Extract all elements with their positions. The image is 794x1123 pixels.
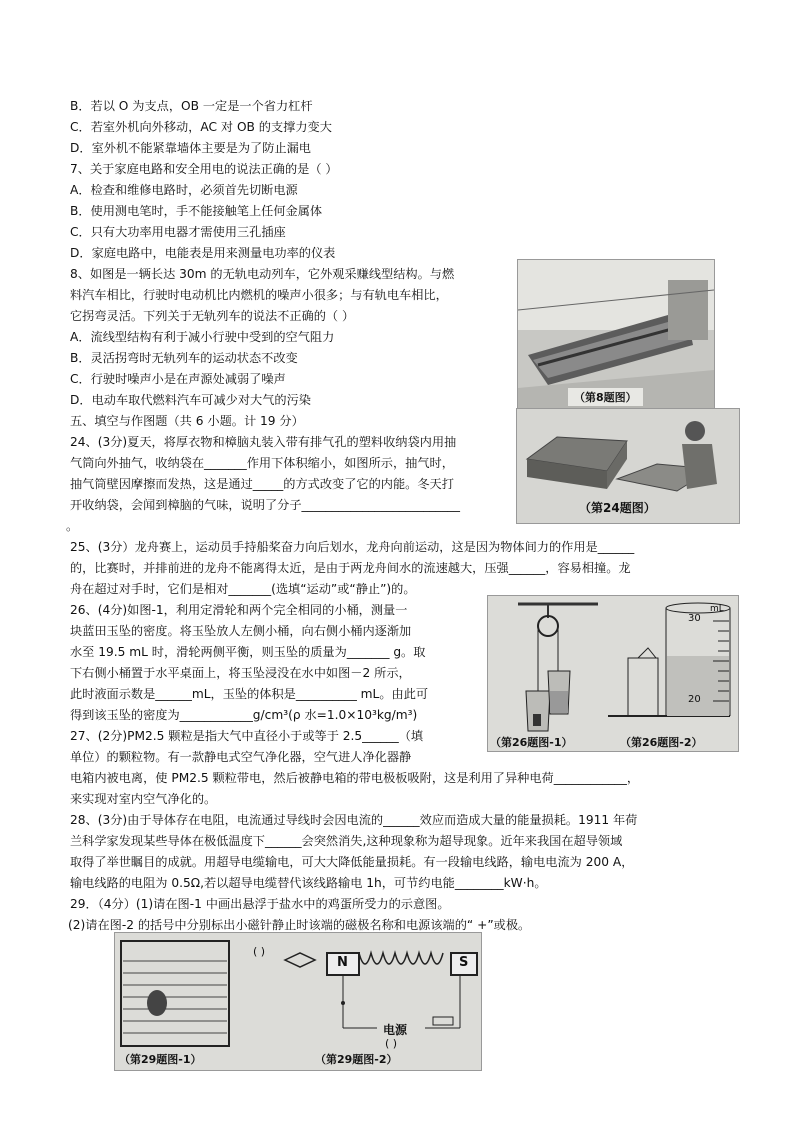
text-line: 舟在超过对手时，它们是相对_______(选填“运动”或“静止”)的。 bbox=[70, 582, 416, 596]
text-line: 25、(3分）龙舟赛上，运动员手持船桨奋力向后划水，龙舟向前运动，这是因为物体间力的作用是______ bbox=[70, 540, 635, 554]
text-line: 抽气筒壁因摩擦而发热，这是通过_____的方式改变了它的内能。冬天打 bbox=[70, 477, 454, 491]
text-line: 块蓝田玉坠的密度。将玉坠放人左侧小桶，向右侧小桶内逐渐加 bbox=[70, 624, 412, 638]
text-line: 电箱内被电离，使 PM2.5 颗粒带电，然后被静电箱的带电极板吸附，这是利用了异种电荷____________， bbox=[70, 771, 640, 785]
figure-q26-pulley bbox=[487, 595, 739, 752]
text-line: 五、填空与作图题（共 6 小题。计 19 分） bbox=[70, 414, 304, 428]
text-line: 输电线路的电阻为 0.5Ω,若以超导电缆替代该线路输电 1h，可节约电能________kW·h。 bbox=[70, 876, 547, 890]
fig24-caption: （第24题图） bbox=[579, 501, 656, 515]
figure-q8-trolleybus bbox=[517, 259, 715, 411]
text-line: 7、关于家庭电路和安全用电的说法正确的是（ ） bbox=[70, 162, 338, 176]
text-line: 开收纳袋，会闻到樟脑的气味，说明了分子__________________________ bbox=[70, 498, 460, 512]
text-line: 它拐弯灵活。下列关于无轨列车的说法不正确的（ ） bbox=[70, 309, 355, 323]
text-line: D．家庭电路中，电能表是用来测量电功率的仪表 bbox=[70, 246, 336, 260]
text-line: 24、(3分)夏天，将厚衣物和樟脑丸装入带有排气孔的塑料收纳袋内用抽 bbox=[70, 435, 457, 449]
fig29-bracket-top: ( ) bbox=[253, 945, 266, 958]
text-line: (2)请在图-2 的括号中分别标出小磁针静止时该端的磁极名称和电源该端的“ +”或极。 bbox=[68, 918, 531, 932]
fig26-scale-bottom: 20 bbox=[688, 694, 701, 705]
text-line: 得到该玉坠的密度为____________g/cm³(ρ 水=1.0×10³kg/m³) bbox=[70, 708, 418, 722]
text-line: 来实现对室内空气净化的。 bbox=[70, 792, 217, 806]
fig29-pole-n: N bbox=[337, 955, 348, 970]
text-line: 28、(3分)由于导体存在电阻，电流通过导线时会因电流的______效应而造成大量的能量损耗。1911 年荷 bbox=[70, 813, 638, 827]
text-line: B．若以 O 为支点，OB 一定是一个省力杠杆 bbox=[70, 99, 313, 113]
fig29-bracket-bottom: ( ) bbox=[385, 1037, 398, 1050]
figure-q29 bbox=[114, 932, 482, 1071]
text-line: 水至 19.5 mL 时，滑轮两侧平衡，则玉坠的质量为_______ g。取 bbox=[70, 645, 426, 659]
fig29-source: 电源 bbox=[383, 1023, 408, 1037]
text-line: C．行驶时噪声小是在声源处减弱了噪声 bbox=[70, 372, 286, 386]
text-line: 料汽车相比，行驶时电动机比内燃机的噪声小很多；与有轨电车相比， bbox=[70, 288, 448, 302]
fig29-diagram bbox=[115, 933, 481, 1070]
text-line: 8、如图是一辆长达 30m 的无轨电动列车，它外观采赚线型结构。与燃 bbox=[70, 267, 455, 281]
text-line: 27、(2分)PM2.5 颗粒是指大气中直径小于或等于 2.5______（填 bbox=[70, 729, 424, 743]
text-line: 此时液面示数是______mL，玉坠的体积是__________ mL。由此可 bbox=[70, 687, 429, 701]
text-line: 29．（4分）(1)请在图-1 中画出悬浮于盐水中的鸡蛋所受力的示意图。 bbox=[70, 897, 450, 911]
fig29-2-caption: （第29题图-2） bbox=[315, 1053, 398, 1066]
fig8-caption: （第8题图） bbox=[568, 388, 643, 406]
text-line: C．只有大功率用电器才需使用三孔插座 bbox=[70, 225, 286, 239]
text-line: C．若室外机向外移动，AC 对 OB 的支撑力变大 bbox=[70, 120, 332, 134]
text-line: 。 bbox=[66, 519, 79, 533]
text-line: 单位）的颗粒物。有一款静电式空气净化器，空气进人净化器静 bbox=[70, 750, 412, 764]
text-line: B．灵活拐弯时无轨列车的运动状态不改变 bbox=[70, 351, 298, 365]
figure-q24-storage-bag bbox=[516, 408, 740, 524]
text-line: 下右侧小桶置于水平桌面上，将玉坠浸没在水中如图－2 所示， bbox=[70, 666, 411, 680]
text-line: 取得了举世瞩目的成就。用超导电缆输电，可大大降低能量损耗。有一段输电线路，输电电流为 200 A， bbox=[70, 855, 634, 869]
text-line: 气筒向外抽气，收纳袋在_______作用下体积缩小，如图所示，抽气时， bbox=[70, 456, 454, 470]
text-line: D．电动车取代燃料汽车可减少对大气的污染 bbox=[70, 393, 311, 407]
text-line: B．使用测电笔时，手不能接触笔上任何金属体 bbox=[70, 204, 323, 218]
fig26-scale-top: 30 bbox=[688, 613, 701, 624]
text-line: A．检查和维修电路时，必须首先切断电源 bbox=[70, 183, 298, 197]
text-line: 兰科学家发现某些导体在极低温度下______会突然消失,这种现象称为超导现象。近年来我国在超导领域 bbox=[70, 834, 623, 848]
fig26-2-caption: （第26题图-2） bbox=[620, 736, 703, 749]
text-line: A．流线型结构有利于减小行驶中受到的空气阻力 bbox=[70, 330, 335, 344]
text-line: 26、(4分)如图-1，利用定滑轮和两个完全相同的小桶，测量一 bbox=[70, 603, 408, 617]
text-line: 的，比赛时，并排前进的龙舟不能离得太近，是由于两龙舟间水的流速越大，压强______，容易相撞。龙 bbox=[70, 561, 631, 575]
fig26-1-caption: （第26题图-1） bbox=[490, 736, 573, 749]
text-line: D．室外机不能紧靠墙体主要是为了防止漏电 bbox=[70, 141, 311, 155]
fig29-pole-s: S bbox=[459, 955, 469, 970]
fig29-1-caption: （第29题图-1） bbox=[119, 1053, 202, 1066]
fig26-scale-unit: mL bbox=[710, 604, 724, 614]
